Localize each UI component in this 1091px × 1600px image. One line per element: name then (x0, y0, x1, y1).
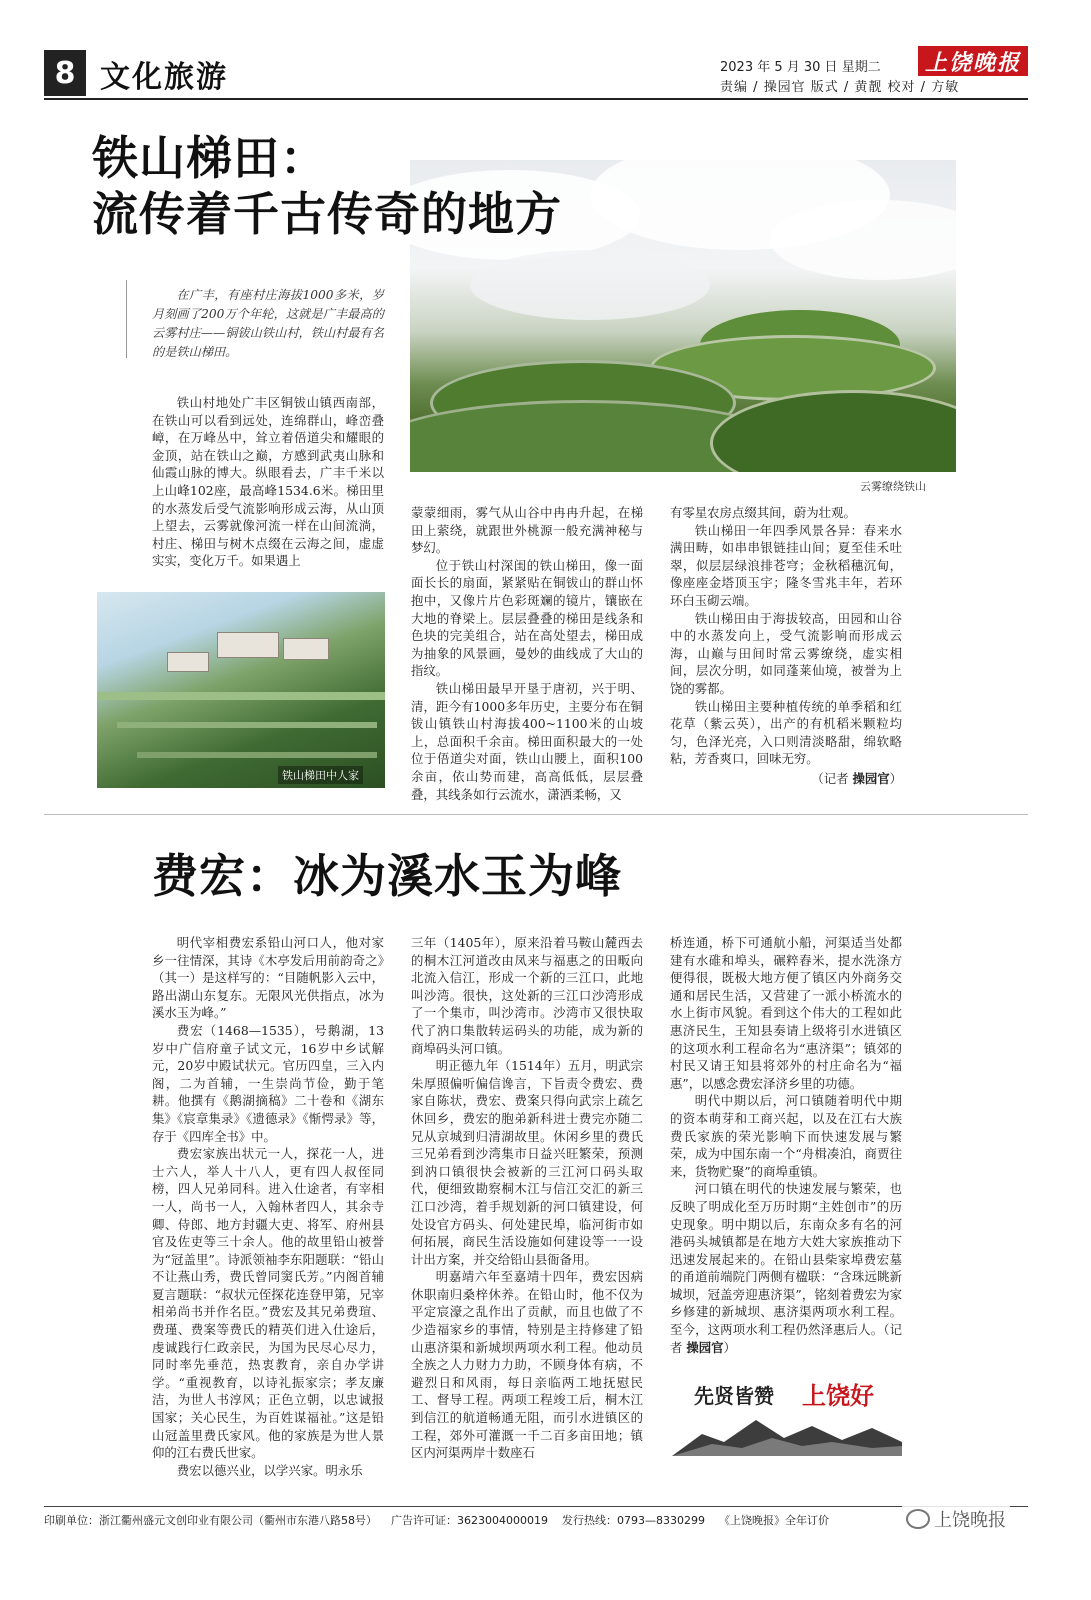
paragraph: 蒙蒙细雨，雾气从山谷中冉冉升起，在梯田上萦绕，就跟世外桃源一般充满神秘与梦幻。 (411, 505, 643, 556)
paragraph: 铁山梯田最早开垦于唐初，兴于明、清，距今有1000多年历史，主要分布在铜钹山镇铁山村海拔400~1100米的山坡上，总面积千余亩。梯田面积最大的一处位于俉道尖对面，铁山山腰上，面积100余亩，依山势而建，高高低低，层层叠叠，其线条如行云流水，潇洒柔畅，又 (411, 680, 643, 802)
article1-column-3 (670, 504, 902, 788)
byline-suffix: ） (889, 770, 902, 786)
article2-column-1 (152, 934, 384, 1479)
printer-info: 印刷单位：浙江衢州盛元文创印业有限公司（衢州市东港八路58号） (44, 1514, 377, 1527)
paragraph: 铁山村地处广丰区铜钹山镇西南部，在铁山可以看到远处，连绵群山，峰峦叠嶂，在万峰丛中，耸立着俉道尖和耀眼的金顶，站在铁山之巅，方感到武夷山脉和仙霞山脉的博大。纵眼看去，广丰千米以上山峰102座，最高峰1534.6米。梯田里的水蒸发后受气流影响形成云海，从山顶上望去，云雾就像河流一样在山间流淌，村庄、梯田与树木点缀在云海之间，虚虚实实，变化万千。如果遇上 (152, 395, 384, 569)
byline-name: 操园官 (852, 770, 890, 786)
page-number: 8 (44, 50, 86, 96)
byline-prefix: （记者 (670, 1322, 903, 1355)
watermark-text: 上饶晚报 (934, 1510, 1006, 1531)
paragraph: 有零星农房点缀其间，蔚为壮观。 (670, 505, 856, 520)
subscription-price: 《上饶晚报》全年订价 (718, 1514, 829, 1527)
article1-column-2 (411, 504, 643, 803)
article1-title-line1: 铁山梯田： (92, 131, 327, 185)
ad-license: 广告许可证：3623004000019 (391, 1514, 548, 1527)
byline-prefix: （记者 (811, 770, 849, 786)
section-title: 文化旅游 (100, 60, 228, 95)
newspaper-logo: 上饶晚报 (918, 46, 1028, 76)
byline-suffix: ） (723, 1339, 736, 1355)
paragraph: 铁山梯田主要种植传统的单季稻和红花草（紫云英），出产的有机稻米颗粒均匀，色泽光亮，入口则清淡略甜，绵软略粘，芳香爽口，回味无穷。 (670, 698, 902, 767)
paragraph: 费宏以德兴业，以学兴家。明永乐 (176, 1462, 363, 1478)
editor-credits: 责编 / 操园官 版式 / 黄靓 校对 / 方敏 (720, 80, 960, 95)
paragraph: 费宏家族出状元一人，探花一人，进士六人，举人十八人，更有四人叔侄同榜，四人兄弟同科。进入仕途者，有宰相一人，尚书一人，入翰林者四人，其余寺卿、侍郎、地方封疆大吏、将军、府州县官及佐吏等三十余人。他的故里铅山被誉为“冠盖里”。诗派领袖李东阳题联：“铅山不让燕山秀，费氏曾同窦氏芳。”内阁首辅夏言题联：“叔状元侄探花连登甲第，兄宰相弟尚书并作名臣。”费宏及其兄弟费瑄、费瑾、费案等费氏的精英们进入仕途后，虔诚践行仁政亲民，为国为民尽心尽力，同时率先垂范，热衷教育，亲自办学讲学。“重视教育，以诗礼振家宗；孝友廉洁，为世人书淳风；正色立朝，以忠诚报国家；关心民生，为百姓谋福祉。”这是铅山冠盖里费氏家风。他的家族是为世人景仰的江右费氏世家。 (152, 1146, 384, 1461)
paragraph: 明代中期以后，河口镇随着明代中期的资本萌芽和工商兴起，以及在江右大族费氏家族的荣光影响下而快速发展与繁荣，成为中国东南一个“舟楫凑泊，商贾往来，货物贮聚”的商埠重镇。 (670, 1093, 902, 1179)
paragraph: 明正德九年（1514年）五月，明武宗朱厚照偏听偏信谗言，下旨责令费宏、费家自陈状，费宏、费案只得向武宗上疏乞休回乡，费宏的胞弟新科进士费完亦随二兄从京城到归清湖故里。休闲乡里的费氏三兄弟看到沙湾集市日益兴旺繁荣，预测到汭口镇很快会被新的三江河口码头取代，便细致勘察桐木江与信江交汇的新三江口沙湾，着手规划新的河口镇建设，何处设官方码头、何处建民埠，临河街市如何拓展，商民生活设施如何建设等一一设计出方案，并交给铅山县衙备用。 (411, 1058, 643, 1267)
article1-byline (670, 770, 902, 788)
article1-lead: 在广丰，有座村庄海拔1000多米，岁月刻画了200万个年轮，这就是广丰最高的云雾村庄——铜钹山铁山村，铁山村最有名的是铁山梯田。 (152, 288, 384, 359)
issue-date: 2023 年 5 月 30 日 星期二 (720, 60, 881, 75)
article2-title: 费宏：冰为溪水玉为峰 (152, 849, 622, 903)
banner-text: 先贤皆赞 (694, 1384, 774, 1408)
banner-highlight: 上饶好 (802, 1381, 874, 1410)
article-divider (44, 814, 1028, 815)
article1-column-1 (152, 394, 384, 570)
paragraph: 费宏（1468—1535），号鹅湖，13岁中广信府童子试文元，16岁中乡试解元，20岁中殿试状元。官历四皇，三入内阁，二为首辅，一生崇尚节俭，勤于笔耕。他撰有《鹅湖摘稿》二十卷和《湖东集》《宸章集录》《遗德录》《惭愕录》等，存于《四库全书》中。 (152, 1022, 384, 1144)
header-rule (44, 98, 1028, 100)
village-terraces-photo (97, 592, 385, 788)
lead-rule (126, 280, 127, 358)
wechat-icon (906, 1509, 930, 1529)
paragraph: 明代宰相费宏系铅山河口人，他对家乡一往情深，其诗《木亭发后用前韵奇之》（其一）是这样写的：“目随帆影入云中，路出湖山东复东。无限风光供指点，冰为溪水玉为峰。” (152, 935, 384, 1021)
paragraph: 桥连通，桥下可通航小船，河渠适当处都建有水碓和埠头，碾粹舂米，提水洗涤方便得很，既极大地方便了镇区内外商务交通和居民生活，又营建了一派小桥流水的水上街市风貌。看到这个伟大的工程如此惠济民生，王知县奏请上级将引水进镇区的这项水利工程命名为“惠济渠”；镇郊的村民又请王知县将郊外的村庄命名为“福惠”，以感念费宏泽济乡里的功德。 (670, 935, 902, 1091)
xianxian-banner (672, 1372, 902, 1456)
photo-caption-village: 铁山梯田中人家 (278, 766, 363, 784)
footer-rule (44, 1506, 1028, 1507)
article2-column-3 (670, 934, 902, 1356)
paragraph-text: 河口镇在明代的快速发展与繁荣，也反映了明成化至万历时期“主姓创市”的历史现象。明中期以后，东南众多有名的河港码头城镇都是在地方大姓大家族推动下迅速发展起来的。在铅山县柴家埠费宏墓的甬道前端院门两侧有楹联：“含珠远眺新城坝，冠盖旁迎惠济渠”，铭刻着费宏为家乡修建的新城坝、惠济渠两项水利工程。至今，这两项水利工程仍然泽惠后人。 (670, 1181, 902, 1338)
article1-title (92, 130, 692, 242)
wechat-watermark (902, 1504, 1010, 1534)
hotline: 发行热线：0793—8330299 (561, 1514, 705, 1527)
mountain-illustration (672, 1408, 902, 1456)
paragraph: 三年（1405年），原来沿着马鞍山麓西去的桐木江河道改由凤来与福惠之的田畈向北流入信江，形成一个新的三江口，此地叫沙湾。很快，这处新的三江口沙湾形成了一个集市，叫沙湾市。沙湾市又很快取代了汭口集散转运码头的功能，成为新的商埠码头河口镇。 (411, 935, 643, 1056)
article2-column-2 (411, 934, 643, 1462)
paragraph (670, 1180, 902, 1356)
byline-name: 操园官 (686, 1339, 724, 1355)
photo-caption-misty: 云雾缭绕铁山 (860, 480, 926, 493)
article1-title-line2: 流传着千古传奇的地方 (92, 187, 562, 241)
paragraph: 铁山梯田一年四季风景各异：春来水满田畴，如串串银链挂山间；夏至佳禾吐翠，似层层绿浪排苍穹；金秋稻穗沉甸，像座座金塔顶玉宇；隆冬雪兆丰年，若环环白玉砌云端。 (670, 522, 902, 608)
footer-info (44, 1512, 1028, 1528)
paragraph: 铁山梯田由于海拔较高，田园和山谷中的水蒸发向上，受气流影响而形成云海，山巅与田间时常云雾缭绕，虚实相间，层次分明，如同蓬莱仙境，被誉为上饶的雾都。 (670, 610, 902, 696)
paragraph: 位于铁山村深闺的铁山梯田，像一面面长长的扇面，紧紧贴在铜钹山的群山怀抱中，又像片片色彩斑斓的镜片，镶嵌在大地的脊梁上。层层叠叠的梯田是线条和色块的完美组合，站在高处望去，梯田成为抽象的风景画，曼妙的曲线成了大山的指纹。 (411, 557, 643, 679)
paragraph: 明嘉靖六年至嘉靖十四年，费宏因病休职南归桑梓休养。在铅山时，他不仅为平定宸濠之乱作出了贡献，而且也做了不少造福家乡的事情，特别是主持修建了铅山惠济渠和新城坝两项水利工程。他动员全族之人力财力力助，不顾身体有病，不避烈日和风雨，每日亲临两工地抚慰民工、督导工程。两项工程竣工后，桐木江到信江的航道畅通无阻，而引水进镇区的工程，郊外可灌溉一千二百多亩田地；镇区内河渠两岸十数座石 (411, 1269, 643, 1461)
